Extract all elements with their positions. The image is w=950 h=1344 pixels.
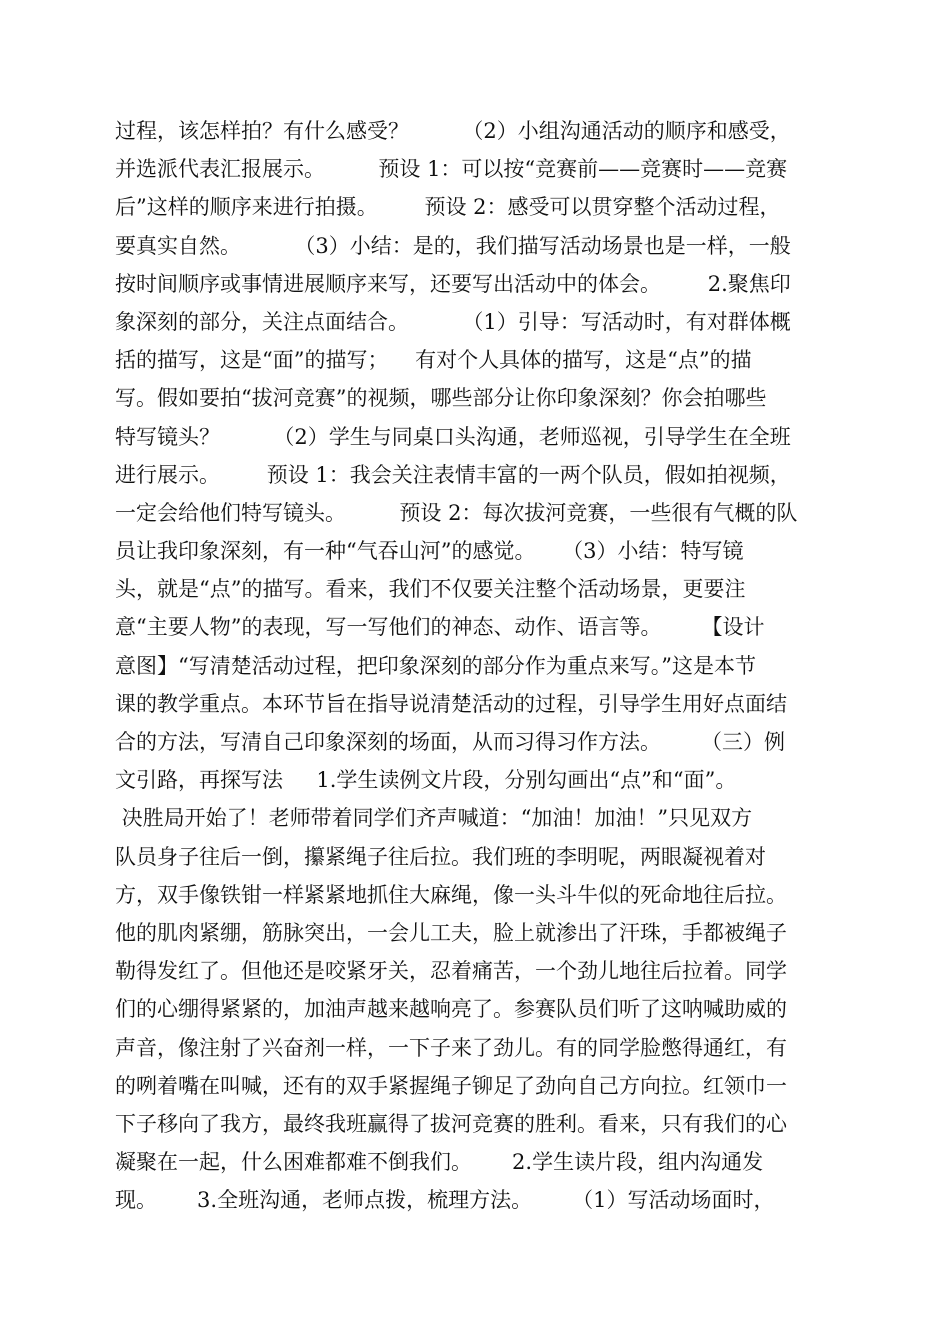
text-line: 意图】“写清楚活动过程，把印象深刻的部分作为重点来写。”这是本节 <box>115 653 756 678</box>
text-line: 的咧着嘴在叫喊，还有的双手紧握绳子铆足了劲向自己方向拉。红领巾一 <box>115 1073 787 1098</box>
text-line: 课的教学重点。本环节旨在指导说清楚活动的过程，引导学生用好点面结 <box>115 691 787 716</box>
text-line: 写。假如要拍“拔河竞赛”的视频，哪些部分让你印象深刻？你会拍哪些 <box>115 386 767 411</box>
text-line: 进行展示。 预设 1：我会关注表情丰富的一两个队员，假如拍视频， <box>115 462 791 487</box>
text-line: 按时间顺序或事情进展顺序来写，还要写出活动中的体会。 2.聚焦印 <box>115 271 791 296</box>
text-line: 队员身子往后一倒，攥紧绳子往后拉。我们班的李明呢，两眼凝视着对 <box>115 844 766 869</box>
text-line: 一定会给他们特写镜头。 预设 2：每次拔河竞赛，一些很有气概的队 <box>115 500 798 525</box>
text-line: 特写镜头？ （2）学生与同桌口头沟通，老师巡视，引导学生在全班 <box>115 424 791 449</box>
text-line: 后”这样的顺序来进行拍摄。 预设 2：感受可以贯穿整个活动过程， <box>115 195 781 220</box>
text-line: 他的肌肉紧绷，筋脉突出，一会儿工夫，脸上就渗出了汗珠，手都被绳子 <box>115 920 787 945</box>
text-line: 下子移向了我方，最终我班赢得了拔河竞赛的胜利。看来，只有我们的心 <box>115 1111 787 1136</box>
text-line: 们的心绷得紧紧的，加油声越来越响亮了。参赛队员们听了这呐喊助威的 <box>115 997 787 1022</box>
text-line: 头，就是“点”的描写。看来，我们不仅要关注整个活动场景，更要注 <box>115 577 746 602</box>
text-line: 括的描写，这是“面”的描写； 有对个人具体的描写，这是“点”的描 <box>115 348 752 373</box>
text-line: 声音，像注射了兴奋剂一样，一下子来了劲儿。有的同学脸憋得通红，有 <box>115 1035 787 1060</box>
text-line: 决胜局开始了！老师带着同学们齐声喊道：“加油！加油！”只见双方 <box>115 806 753 831</box>
text-line: 方，双手像铁钳一样紧紧地抓住大麻绳，像一头斗牛似的死命地往后拉。 <box>115 882 787 907</box>
text-line: 现。 3.全班沟通，老师点拨，梳理方法。 （1）写活动场面时， <box>115 1188 775 1213</box>
body-text <box>115 112 845 1219</box>
text-line: 意“主要人物”的表现，写一写他们的神态、动作、语言等。 【设计 <box>115 615 765 640</box>
text-line: 勒得发红了。但他还是咬紧牙关，忍着痛苦，一个劲儿地往后拉着。同学 <box>115 959 787 984</box>
text-line: 员让我印象深刻，有一种“气吞山河”的感觉。 （3）小结：特写镜 <box>115 539 744 564</box>
text-line: 凝聚在一起，什么困难都难不倒我们。 2.学生读片段，组内沟通发 <box>115 1150 764 1175</box>
text-line: 要真实自然。 （3）小结：是的，我们描写活动场景也是一样，一般 <box>115 233 791 258</box>
text-line: 文引路，再探写法 1.学生读例文片段，分别勾画出“点”和“面”。 <box>115 768 737 793</box>
text-line: 象深刻的部分，关注点面结合。 （1）引导：写活动时，有对群体概 <box>115 309 791 334</box>
text-line: 合的方法，写清自己印象深刻的场面，从而习得习作方法。 （三）例 <box>115 730 786 754</box>
text-line: 并选派代表汇报展示。 预设 1：可以按“竞赛前——竞赛时——竞赛 <box>115 157 788 182</box>
text-line: 过程，该怎样拍？有什么感受？ （2）小组沟通活动的顺序和感受， <box>115 119 791 143</box>
